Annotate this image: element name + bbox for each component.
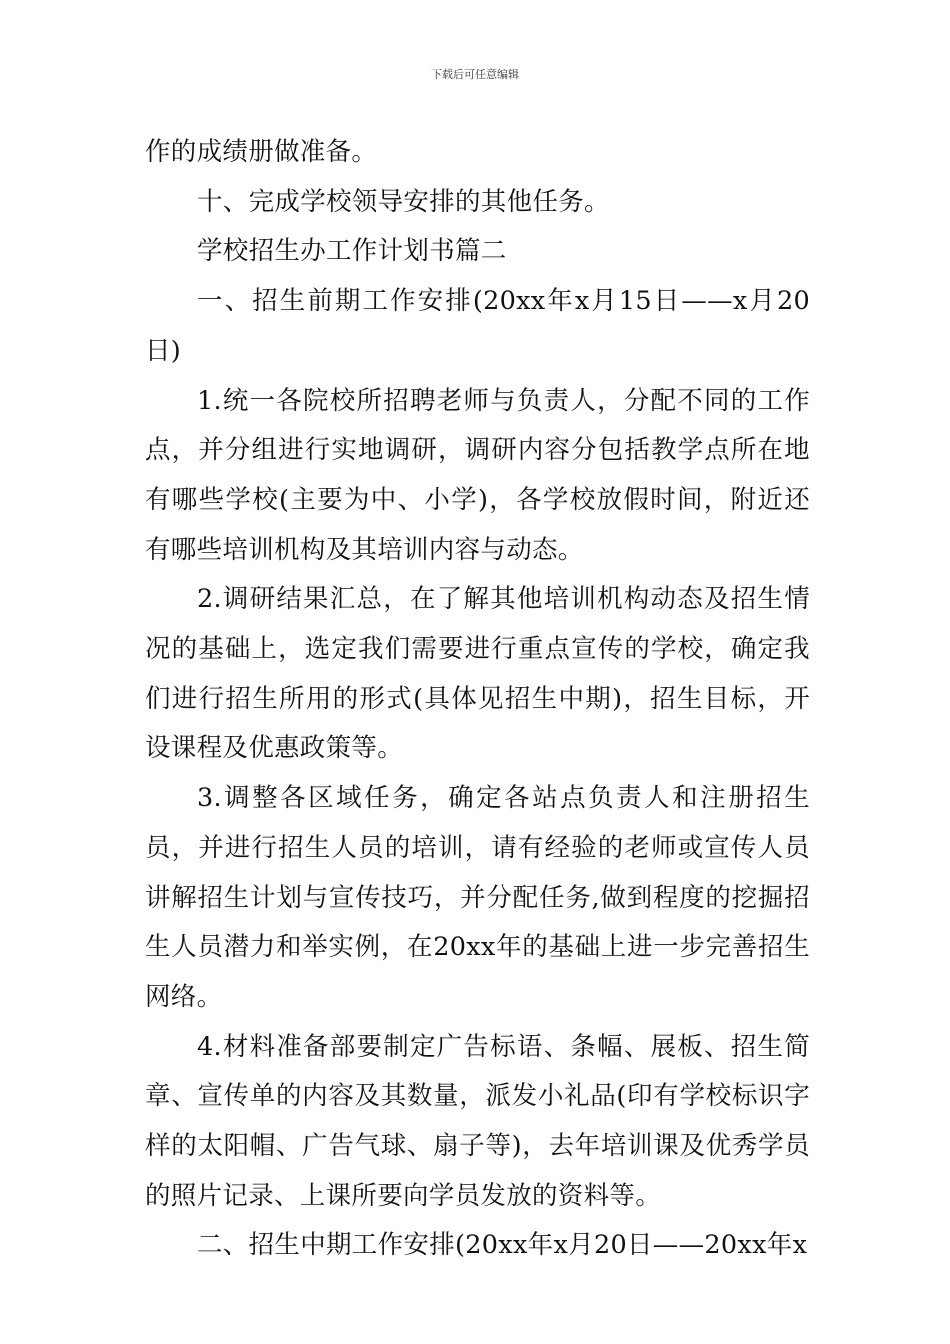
paragraph-continuation: 作的成绩册做准备。 bbox=[145, 137, 378, 167]
document-body bbox=[145, 128, 810, 1271]
header-note: 下载后可任意编辑 bbox=[431, 68, 519, 81]
paragraph-step-4: 4.材料准备部要制定广告标语、条幅、展板、招生简章、宣传单的内容及其数量，派发小礼品(印有学校标识字样的太阳帽、广告气球、扇子等)，去年培训课及优秀学员的照片记录、上课所要向学员发放的资料等。 bbox=[145, 1031, 810, 1211]
paragraph-step-2: 2.调研结果汇总，在了解其他培训机构动态及招生情况的基础上，选定我们需要进行重点宣传的学校，确定我们进行招生所用的形式(具体见招生中期)，招生目标，开设课程及优惠政策等。 bbox=[145, 584, 810, 764]
paragraph-phase-one-heading: 一、招生前期工作安排(20xx年x月15日——x月20日) bbox=[145, 286, 810, 366]
paragraph-step-3: 3.调整各区域任务，确定各站点负责人和注册招生员，并进行招生人员的培训，请有经验的老师或宣传人员讲解招生计划与宣传技巧，并分配任务,做到程度的挖掘招生人员潜力和举实例，在20xx年的基础上进一步完善招生网络。 bbox=[145, 783, 810, 1012]
section-heading: 学校招生办工作计划书篇二 bbox=[197, 236, 507, 267]
paragraph-phase-two-heading: 二、招生中期工作安排(20xx年x月20日——20xx年x bbox=[197, 1230, 808, 1261]
paragraph-item-ten: 十、完成学校领导安排的其他任务。 bbox=[197, 186, 610, 217]
paragraph-step-1: 1.统一各院校所招聘老师与负责人，分配不同的工作点，并分组进行实地调研，调研内容分包括教学点所在地有哪些学校(主要为中、小学)，各学校放假时间，附近还有哪些培训机构及其培训内容与动态。 bbox=[145, 385, 810, 565]
